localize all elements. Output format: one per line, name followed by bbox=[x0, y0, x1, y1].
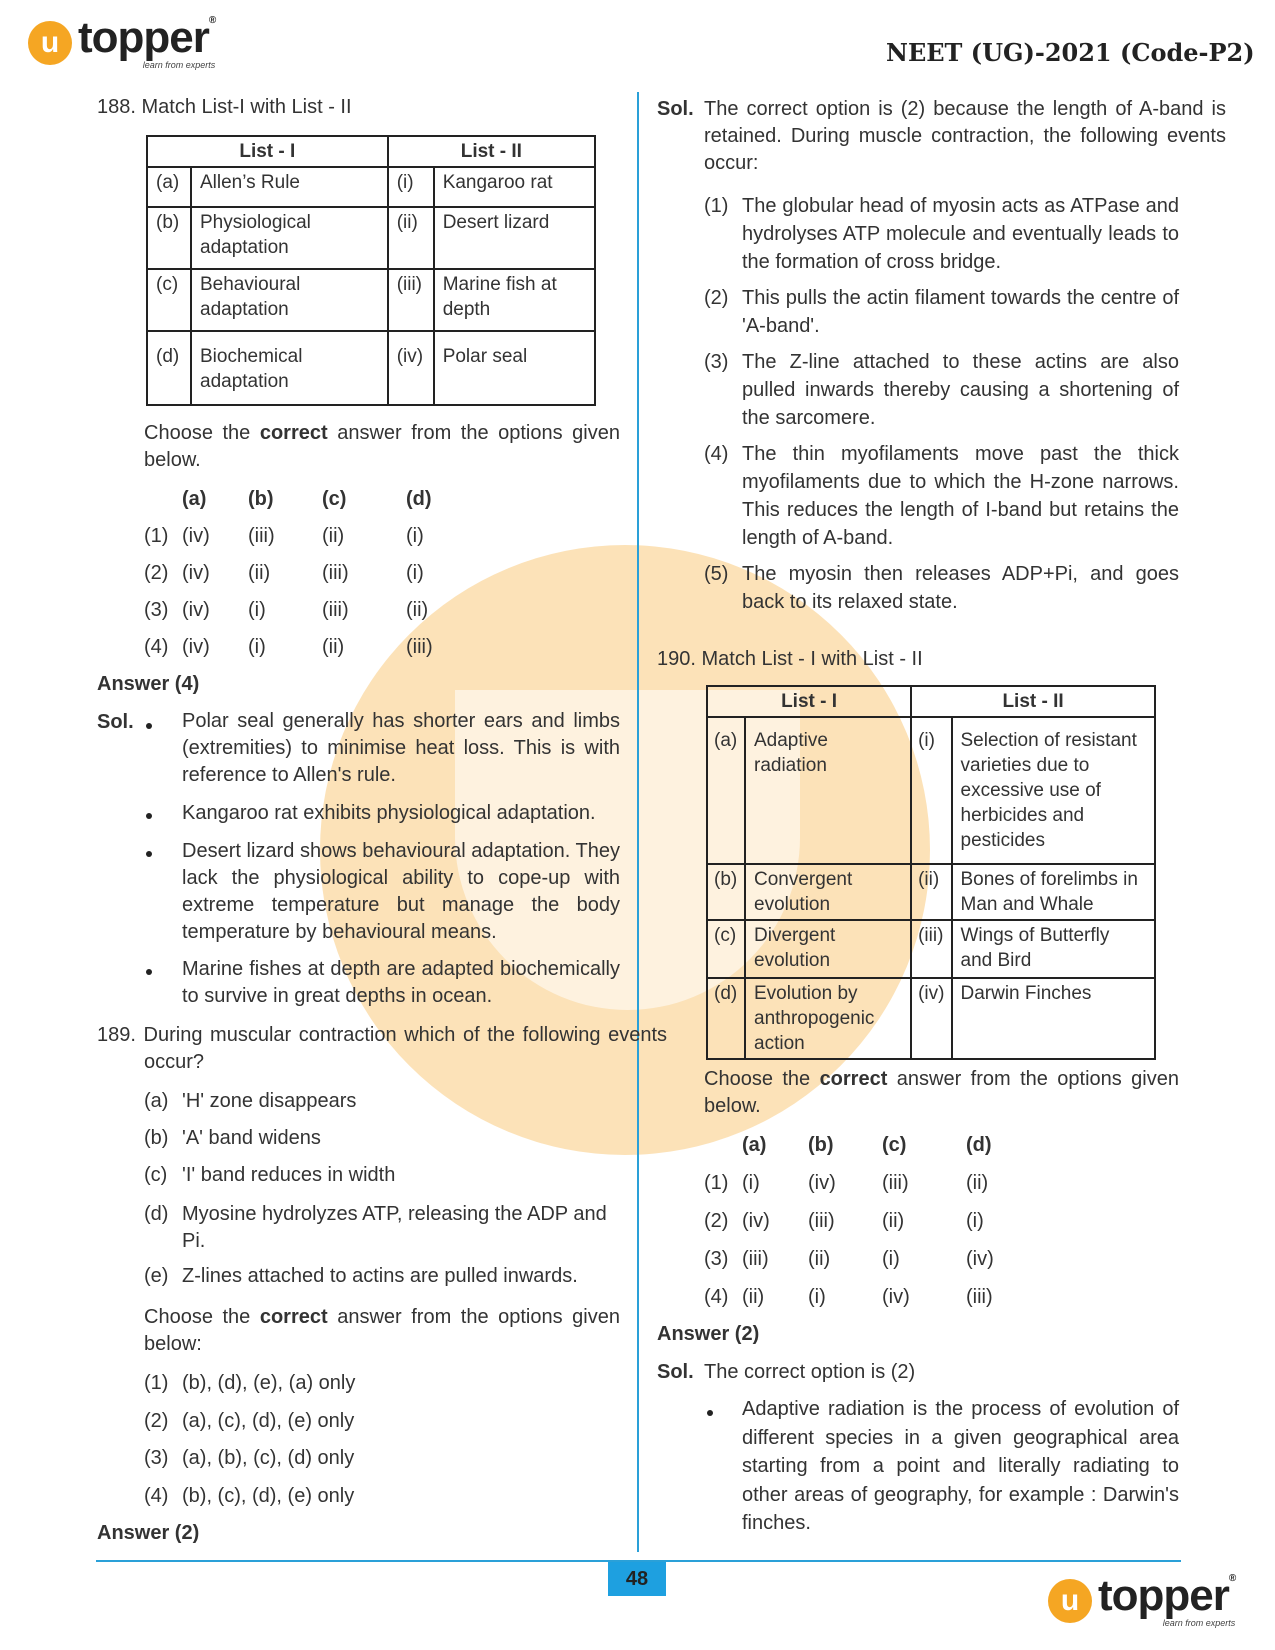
logo-reg: ® bbox=[1228, 1573, 1236, 1584]
q189-item: (a) 'H' zone disappears bbox=[144, 1090, 357, 1112]
q190-item: Evolution by anthropogenic action bbox=[745, 978, 911, 1059]
q188-item: Physiological adaptation bbox=[191, 207, 388, 269]
q190-item: Bones of forelimbs in Man and Whale bbox=[952, 864, 1156, 920]
bullet-icon bbox=[146, 851, 152, 857]
q188-option-1[interactable]: (1) (iv) (iii) (ii) (i) bbox=[144, 525, 424, 547]
q190-item: Darwin Finches bbox=[952, 978, 1156, 1059]
q189-items bbox=[144, 1090, 620, 1302]
q190-key: (a) bbox=[707, 717, 745, 864]
q190-item: Wings of Butterfly and Bird bbox=[952, 920, 1156, 978]
q190-item: Adaptive radiation bbox=[745, 717, 911, 864]
header-logo bbox=[28, 13, 216, 70]
column-divider bbox=[637, 92, 639, 1552]
q190-item: Convergent evolution bbox=[745, 864, 911, 920]
logo-text: topper bbox=[78, 13, 209, 62]
q189-choose-text: Choose the correct answer from the options given below: bbox=[144, 1306, 620, 1355]
q188-sol-bullet: Polar seal generally has shorter ears and limbs (extremities) to minimise heat loss. This is with reference to Allen's rule. bbox=[182, 710, 620, 786]
q189-answer: Answer (2) bbox=[97, 1522, 200, 1544]
q188-list1-header: List - I bbox=[147, 136, 388, 167]
q190-answer: Answer (2) bbox=[657, 1323, 760, 1345]
q189-sol-point: (1) The globular head of myosin acts as ATPase and hydrolyses ATP molecule and eventually leads to the formation of cross bridge. bbox=[704, 195, 1179, 273]
q190-match-table bbox=[706, 685, 1156, 1060]
q188-sol-bullet: Kangaroo rat exhibits physiological adaptation. bbox=[182, 802, 596, 824]
bullet-icon bbox=[146, 723, 152, 729]
q190-key: (ii) bbox=[911, 864, 951, 920]
q188-item: Biochemical adaptation bbox=[191, 331, 388, 405]
page-number: 48 bbox=[608, 1562, 666, 1596]
q188-key: (iv) bbox=[388, 331, 434, 405]
q189-option-1[interactable]: (1) (b), (d), (e), (a) only bbox=[144, 1372, 356, 1394]
q190-key: (iv) bbox=[911, 978, 951, 1059]
q188-key: (c) bbox=[147, 269, 191, 331]
q190-list2-header: List - II bbox=[911, 686, 1155, 717]
q190-item: Divergent evolution bbox=[745, 920, 911, 978]
bullet-icon bbox=[146, 813, 152, 819]
q188-key: (b) bbox=[147, 207, 191, 269]
logo-u-icon: u bbox=[28, 21, 72, 65]
q189-question: 189. During muscular contraction which of the following events occur? bbox=[97, 1024, 667, 1073]
q190-sol-bullet: Adaptive radiation is the process of evolution of different species in a given geographical area starting from a point and literally radiating to other areas of geography, for example : Darwin's finches. bbox=[742, 1398, 1179, 1534]
q188-list2-header: List - II bbox=[388, 136, 595, 167]
q189-item: (b) 'A' band widens bbox=[144, 1127, 321, 1149]
q188-match-table bbox=[146, 135, 596, 406]
q189-sol-point: (5) The myosin then releases ADP+Pi, and goes back to its relaxed state. bbox=[704, 563, 1179, 613]
logo-text: topper bbox=[1098, 1571, 1229, 1620]
q189-sol-points bbox=[704, 192, 1179, 616]
q189-option-2[interactable]: (2) (a), (c), (d), (e) only bbox=[144, 1410, 355, 1432]
q188-key: (ii) bbox=[388, 207, 434, 269]
q190-sol: Sol. The correct option is (2) bbox=[657, 1361, 916, 1383]
q189-item: (d) Myosine hydrolyzes ATP, releasing the ADP and Pi. bbox=[144, 1203, 607, 1252]
q189-sol: Sol. The correct option is (2) because the length of A-band is retained. During muscle contraction, the following events occur: bbox=[657, 98, 1226, 174]
q188-item: Behavioural adaptation bbox=[191, 269, 388, 331]
q188-answer: Answer (4) bbox=[97, 673, 200, 695]
q188-key: (iii) bbox=[388, 269, 434, 331]
q190-key: (d) bbox=[707, 978, 745, 1059]
bullet-icon bbox=[707, 1410, 713, 1416]
q189-item: (c) 'I' band reduces in width bbox=[144, 1164, 396, 1186]
q188-option-3[interactable]: (3) (iv) (i) (iii) (ii) bbox=[144, 599, 429, 621]
q188-item: Allen’s Rule bbox=[191, 167, 388, 207]
q189-item: (e) Z-lines attached to actins are pulled inwards. bbox=[144, 1265, 578, 1287]
exam-title: NEET (UG)-2021 (Code-P2) bbox=[886, 38, 1255, 67]
q188-question: 188. Match List-I with List - II bbox=[97, 96, 352, 118]
q190-choose-text: Choose the correct answer from the options given below. bbox=[704, 1068, 1179, 1117]
q188-option-headers: (a) (b) (c) (d) bbox=[182, 488, 432, 510]
q188-key: (d) bbox=[147, 331, 191, 405]
q189-option-3[interactable]: (3) (a), (b), (c), (d) only bbox=[144, 1447, 355, 1469]
q189-sol-point: (4) The thin myofilaments move past the thick myofilaments due to which the H-zone narrows. This reduces the length of I-band but retains the length of A-band. bbox=[704, 443, 1179, 549]
q188-sol-label: Sol. bbox=[97, 711, 134, 733]
q190-key: (b) bbox=[707, 864, 745, 920]
q190-option-2[interactable]: (2) (iv) (iii) (ii) (i) bbox=[704, 1210, 984, 1232]
q188-item: Desert lizard bbox=[434, 207, 595, 269]
logo-reg: ® bbox=[208, 15, 216, 26]
q190-list1-header: List - I bbox=[707, 686, 911, 717]
q189-option-4[interactable]: (4) (b), (c), (d), (e) only bbox=[144, 1485, 355, 1507]
q190-key: (i) bbox=[911, 717, 951, 864]
q188-key: (i) bbox=[388, 167, 434, 207]
q190-question: 190. Match List - I with List - II bbox=[657, 648, 923, 670]
q188-item: Polar seal bbox=[434, 331, 595, 405]
bullet-icon bbox=[146, 969, 152, 975]
q188-option-2[interactable]: (2) (iv) (ii) (iii) (i) bbox=[144, 562, 424, 584]
q188-option-4[interactable]: (4) (iv) (i) (ii) (iii) bbox=[144, 636, 433, 658]
footer-logo bbox=[1048, 1571, 1236, 1628]
q190-key: (c) bbox=[707, 920, 745, 978]
q188-item: Marine fish at depth bbox=[434, 269, 595, 331]
q189-sol-point: (2) This pulls the actin filament towards the centre of 'A-band'. bbox=[704, 287, 1179, 337]
q188-item: Kangaroo rat bbox=[434, 167, 595, 207]
q188-choose-text: Choose the correct answer from the options given below. bbox=[144, 422, 620, 471]
logo-tagline: learn from experts bbox=[142, 60, 216, 70]
q189-sol-point: (3) The Z-line attached to these actins are also pulled inwards thereby causing a shortening of the sarcomere. bbox=[704, 351, 1179, 429]
q188-sol-bullet: Desert lizard shows behavioural adaptation. They lack the physiological ability to cope-up with extreme temperature but manage the body temperature by behavioural means. bbox=[182, 840, 620, 943]
q190-option-headers: (a) (b) (c) (d) bbox=[742, 1134, 992, 1156]
q190-item: Selection of resistant varieties due to excessive use of herbicides and pesticides bbox=[952, 717, 1156, 864]
q188-key: (a) bbox=[147, 167, 191, 207]
q190-option-1[interactable]: (1) (i) (iv) (iii) (ii) bbox=[704, 1172, 989, 1194]
q188-sol-bullet: Marine fishes at depth are adapted biochemically to survive in great depths in ocean. bbox=[182, 958, 620, 1007]
q190-option-4[interactable]: (4) (ii) (i) (iv) (iii) bbox=[704, 1286, 993, 1308]
q190-option-3[interactable]: (3) (iii) (ii) (i) (iv) bbox=[704, 1248, 994, 1270]
logo-tagline: learn from experts bbox=[1162, 1618, 1236, 1628]
logo-u-icon: u bbox=[1048, 1579, 1092, 1623]
q190-key: (iii) bbox=[911, 920, 951, 978]
